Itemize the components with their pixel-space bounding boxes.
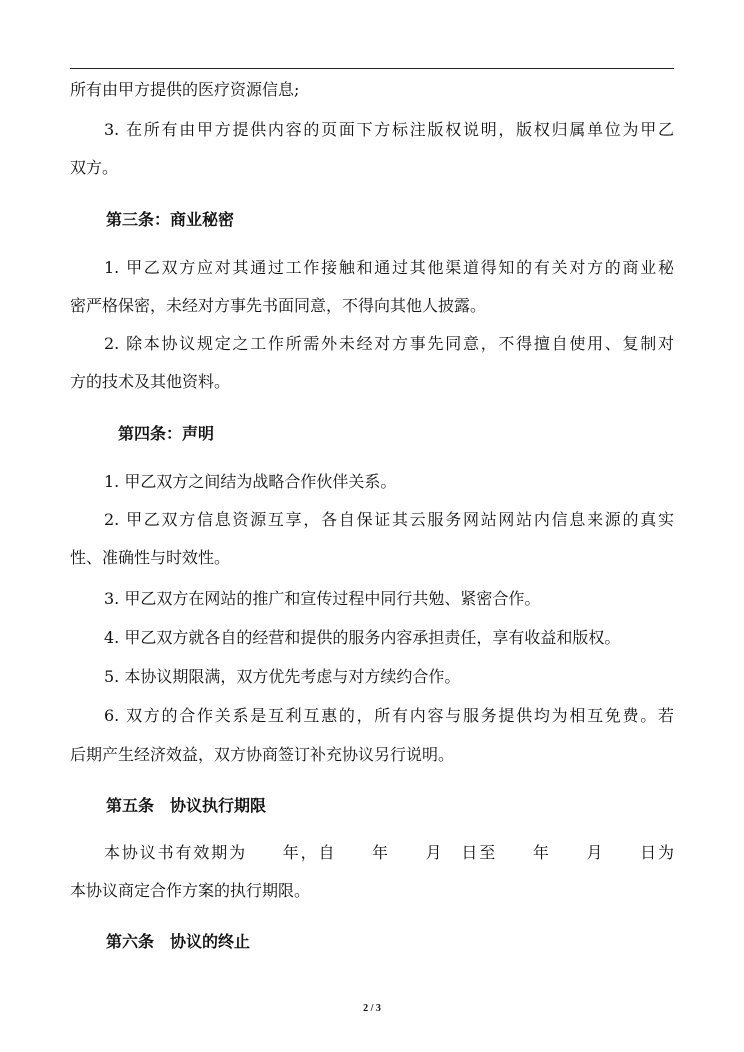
paragraph-line: 后期产生经济效益，双方协商签订补充协议另行说明。 xyxy=(70,745,455,764)
paragraph-line: 2. 除本协议规定之工作所需外未经对方事先同意，不得擅自使用、复制对 xyxy=(104,334,674,353)
page-number: 2 / 3 xyxy=(363,1003,381,1014)
paragraph-line: 1. 甲乙双方之间结为战略合作伙伴关系。 xyxy=(104,472,397,491)
header-rule xyxy=(70,68,674,69)
section-heading: 第六条 协议的终止 xyxy=(106,932,251,951)
paragraph-line: 6. 双方的合作关系是互利互惠的，所有内容与服务提供均为相互免费。若 xyxy=(104,706,674,725)
paragraph-line: 3. 在所有由甲方提供内容的页面下方标注版权说明，版权归属单位为甲乙 xyxy=(104,120,674,139)
paragraph-line: 性、准确性与时效性。 xyxy=(70,548,231,567)
paragraph-line: 5. 本协议期限满，双方优先考虑与对方续约合作。 xyxy=(104,667,461,686)
section-heading: 第三条：商业秘密 xyxy=(106,210,235,229)
paragraph-line: 本协议商定合作方案的执行期限。 xyxy=(70,881,311,900)
paragraph-line: 3. 甲乙双方在网站的推广和宣传过程中同行共勉、紧密合作。 xyxy=(104,589,541,608)
paragraph-line: 方的技术及其他资料。 xyxy=(70,372,231,391)
paragraph-line: 2. 甲乙双方信息资源互享，各自保证其云服务网站网站内信息来源的真实 xyxy=(104,510,674,529)
paragraph-line: 本协议书有效期为 年，自 年 月 日至 年 月 日为 xyxy=(104,843,674,862)
paragraph-line: 双方。 xyxy=(70,158,119,177)
section-heading: 第五条 协议执行期限 xyxy=(106,796,267,815)
paragraph-line: 4. 甲乙双方就各自的经营和提供的服务内容承担责任，享有收益和版权。 xyxy=(104,628,621,647)
paragraph-line: 1. 甲乙双方应对其通过工作接触和通过其他渠道得知的有关对方的商业秘 xyxy=(104,258,674,277)
section-heading: 第四条：声明 xyxy=(118,424,215,443)
paragraph-line: 所有由甲方提供的医疗资源信息; xyxy=(70,80,300,99)
paragraph-line: 密严格保密，未经对方事先书面同意，不得向其他人披露。 xyxy=(70,296,487,315)
